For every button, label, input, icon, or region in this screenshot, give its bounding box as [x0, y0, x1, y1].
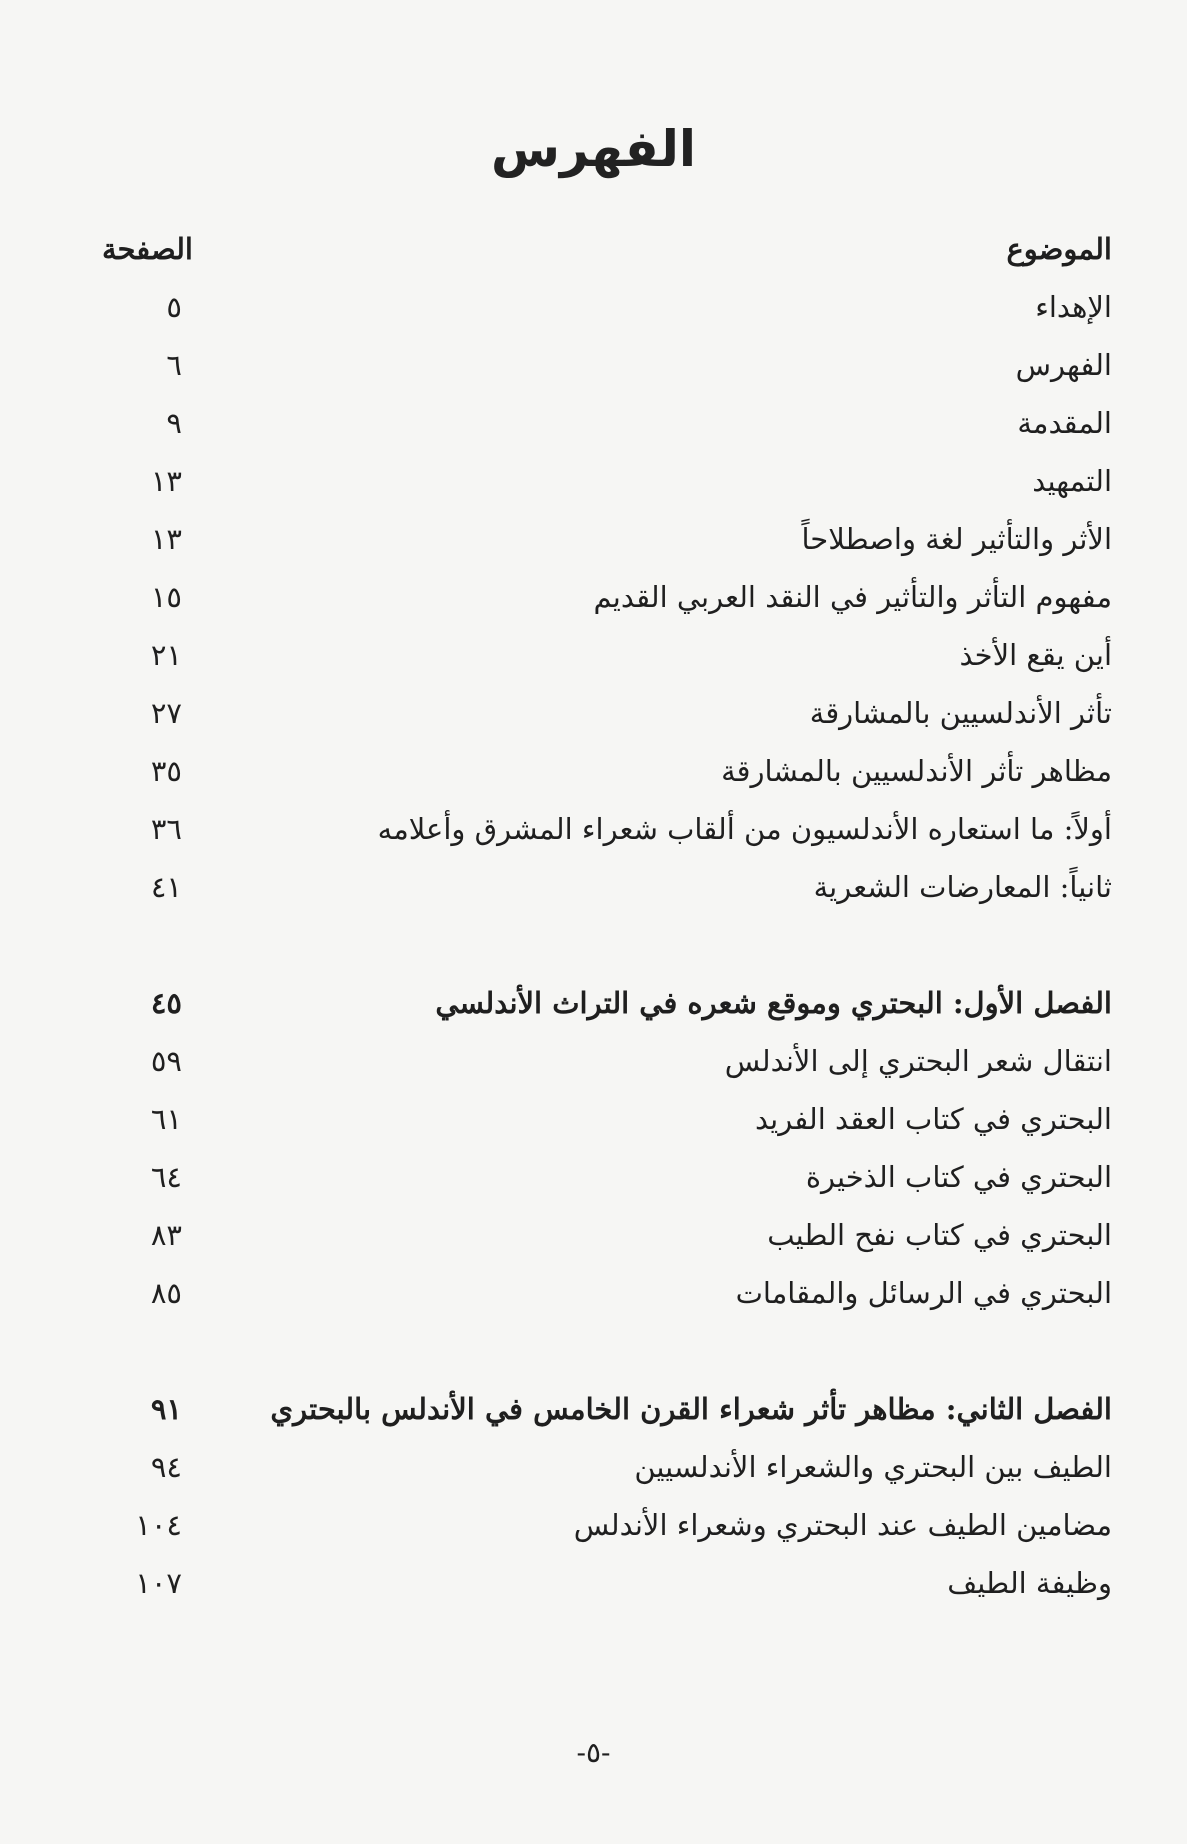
entry-topic: الأثر والتأثير لغة واصطلاحاً [801, 522, 1112, 556]
toc-entry [102, 626, 1112, 684]
entry-topic: التمهيد [1032, 464, 1112, 498]
entry-page: ٨٥ [150, 1276, 182, 1310]
entry-page: ٩٤ [150, 1450, 182, 1484]
entry-page: ١٣ [150, 522, 182, 556]
toc-entry [102, 568, 1112, 626]
entry-page: ١٣ [150, 464, 182, 498]
toc-entry [102, 1206, 1112, 1264]
entry-page: ٩١ [150, 1392, 182, 1426]
toc-chapter-entry [102, 974, 1112, 1032]
entry-page: ٥ [166, 290, 182, 324]
toc-entry [102, 1090, 1112, 1148]
page-number: -٥- [576, 1736, 611, 1769]
toc-entry [102, 1032, 1112, 1090]
toc-entry [102, 336, 1112, 394]
toc-entry [102, 1148, 1112, 1206]
entry-topic: مفهوم التأثر والتأثير في النقد العربي القديم [593, 580, 1112, 614]
entry-topic: البحتري في كتاب الذخيرة [805, 1160, 1112, 1194]
entry-page: ١٠٤ [135, 1508, 182, 1542]
entry-topic: انتقال شعر البحتري إلى الأندلس [724, 1044, 1112, 1078]
entry-page: ٥٩ [150, 1044, 182, 1078]
toc-header [102, 220, 1112, 278]
entry-topic: البحتري في كتاب نفح الطيب [767, 1218, 1112, 1252]
entry-page: ٦٤ [150, 1160, 182, 1194]
entry-page: ٦ [166, 348, 182, 382]
entry-page: ٤١ [150, 870, 182, 904]
entry-topic: ثانياً: المعارضات الشعرية [813, 870, 1112, 904]
toc-entry [102, 684, 1112, 742]
toc-entry [102, 1496, 1112, 1554]
toc-entry [102, 1264, 1112, 1322]
entry-topic: مضامين الطيف عند البحتري وشعراء الأندلس [573, 1508, 1112, 1542]
toc-entry [102, 742, 1112, 800]
page-column-header: الصفحة [102, 232, 193, 266]
entry-page: ٨٣ [150, 1218, 182, 1252]
entry-topic: الفصل الأول: البحتري وموقع شعره في التراث الأندلسي [435, 986, 1112, 1020]
entry-topic: وظيفة الطيف [947, 1566, 1112, 1600]
toc-entry [102, 1438, 1112, 1496]
toc-entry [102, 1554, 1112, 1612]
entry-topic: الطيف بين البحتري والشعراء الأندلسيين [634, 1450, 1112, 1484]
toc-entry [102, 800, 1112, 858]
entry-page: ٤٥ [150, 986, 182, 1020]
entry-topic: الفصل الثاني: مظاهر تأثر شعراء القرن الخامس في الأندلس بالبحتري [270, 1392, 1112, 1426]
entry-topic: البحتري في كتاب العقد الفريد [754, 1102, 1112, 1136]
toc-entry [102, 394, 1112, 452]
entry-page: ٣٥ [150, 754, 182, 788]
entry-page: ٢١ [150, 638, 182, 672]
entry-topic: البحتري في الرسائل والمقامات [735, 1276, 1112, 1310]
entry-page: ٢٧ [150, 696, 182, 730]
entry-topic: أين يقع الأخذ [959, 638, 1112, 672]
toc-entry [102, 510, 1112, 568]
entry-topic: المقدمة [1017, 406, 1112, 440]
entry-topic: تأثر الأندلسيين بالمشارقة [809, 696, 1112, 730]
entry-page: ٩ [166, 406, 182, 440]
toc-chapter-entry [102, 1380, 1112, 1438]
topic-column-header: الموضوع [1006, 232, 1112, 266]
toc-entry [102, 278, 1112, 336]
toc-entry [102, 452, 1112, 510]
toc-entry [102, 858, 1112, 916]
entry-page: ٣٦ [150, 812, 182, 846]
entry-topic: مظاهر تأثر الأندلسيين بالمشارقة [721, 754, 1112, 788]
entry-topic: أولاً: ما استعاره الأندلسيون من ألقاب شعراء المشرق وأعلامه [377, 812, 1112, 846]
entry-page: ١٥ [150, 580, 182, 614]
entry-page: ١٠٧ [135, 1566, 182, 1600]
entry-topic: الفهرس [1015, 348, 1112, 382]
entry-page: ٦١ [150, 1102, 182, 1136]
page-title: الفهرس [490, 120, 696, 178]
entry-topic: الإهداء [1035, 290, 1112, 324]
